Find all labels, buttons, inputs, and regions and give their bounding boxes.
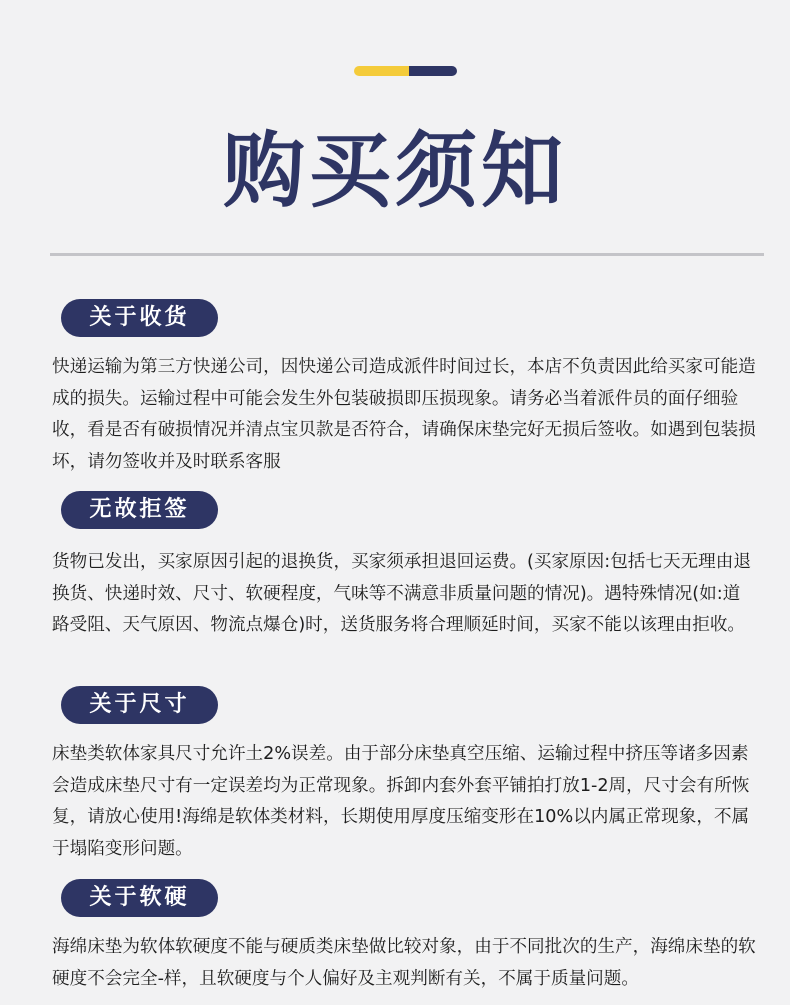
- title-decoration-bar: [354, 66, 457, 76]
- decoration-navy-segment: [409, 66, 457, 76]
- section-heading-size: 关于尺寸: [61, 686, 218, 724]
- section-heading-refusal: 无故拒签: [61, 491, 218, 529]
- section-body-refusal: 货物已发出，买家原因引起的退换货，买家须承担退回运费。(买家原因:包括七天无理由退换货、快递时效、尺寸、软硬程度，气味等不满意非质量问题的情况)。遇特殊情况(如:道路受阻、天气原因、物流点爆仓)时，送货服务将合理顺延时间，买家不能以该理由拒收。: [52, 552, 751, 635]
- section-heading-receiving: 关于收货: [61, 299, 218, 337]
- page-title: 购买须知: [222, 124, 567, 219]
- decoration-yellow-segment: [354, 66, 409, 76]
- section-body-size: 床垫类软体家具尺寸允许土2%误差。由于部分床垫真空压缩、运输过程中挤压等诸多因素会造成床垫尺寸有一定误差均为正常现象。拆卸内套外套平铺拍打放1-2周，尺寸会有所恢复，请放心使用!海绵是软体类材料，长期使用厚度压缩变形在10%以内属正常现象，不属于塌陷变形问题。: [52, 744, 750, 859]
- title-divider: [50, 253, 764, 256]
- section-body-receiving: 快递运输为第三方快递公司，因快递公司造成派件时间过长，本店不负责因此给买家可能造成的损失。运输过程中可能会发生外包装破损即压损现象。请务必当着派件员的面仔细验收，看是否有破损情况并清点宝贝款是否符合，请确保床垫完好无损后签收。如遇到包装损坏，请勿签收并及时联系客服: [52, 357, 756, 472]
- section-heading-firmness: 关于软硬: [61, 879, 218, 917]
- section-body-firmness: 海绵床垫为软体软硬度不能与硬质类床垫做比较对象，由于不同批次的生产，海绵床垫的软硬度不会完全-样，且软硬度与个人偏好及主观判断有关，不属于质量问题。: [52, 937, 756, 989]
